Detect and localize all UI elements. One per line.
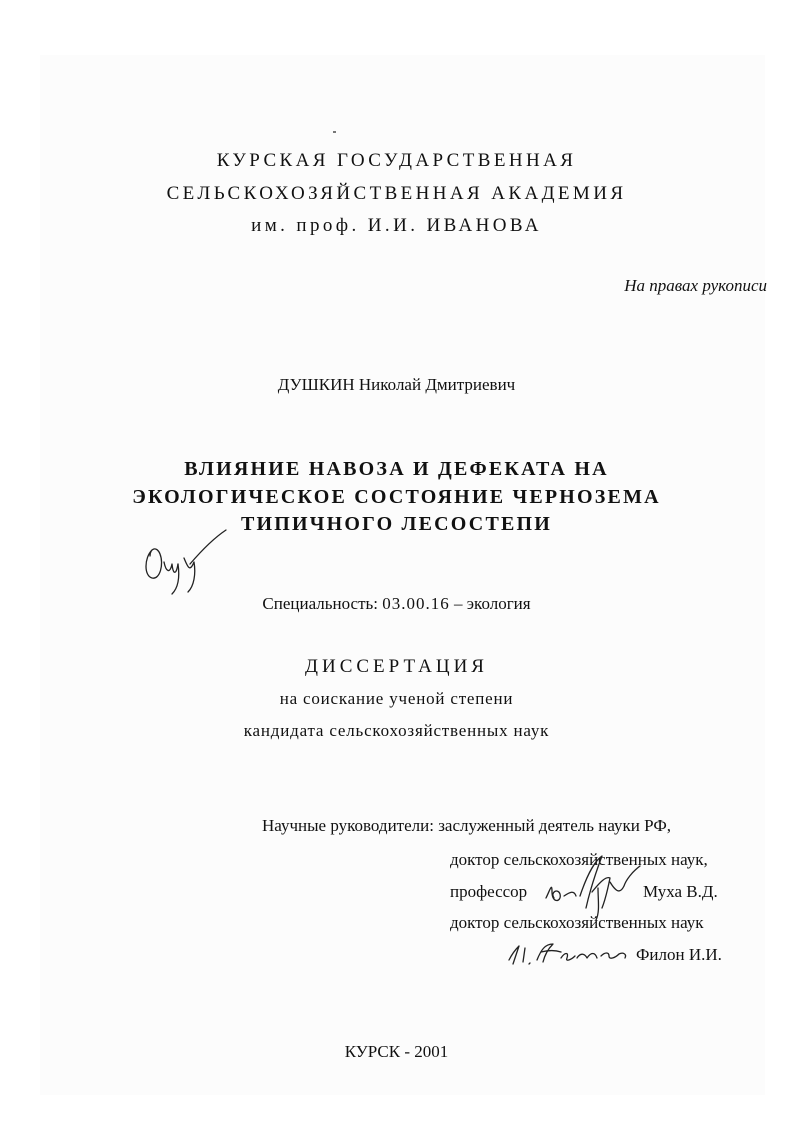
specialty-code: 03.00.16 bbox=[382, 594, 450, 613]
supervisors-line-3-prefix: профессор bbox=[450, 882, 528, 901]
degree-line-1: на соискание ученой степени bbox=[279, 689, 514, 708]
institution-line-2: СЕЛЬСКОХОЗЯЙСТВЕННАЯ АКАДЕМИЯ bbox=[166, 183, 627, 204]
margin-signature bbox=[140, 528, 230, 600]
supervisors-line-4: доктор сельскохозяйственных наук bbox=[450, 913, 704, 932]
signature-mukha bbox=[536, 852, 646, 922]
manuscript-rights-note: На правах рукописи bbox=[624, 276, 767, 295]
author-name: ДУШКИН Николай Дмитриевич bbox=[277, 375, 516, 394]
specialty-name: – экология bbox=[454, 594, 531, 613]
scan-speck bbox=[333, 131, 336, 133]
degree-line-2: кандидата сельскохозяйственных наук bbox=[243, 721, 550, 740]
title-line-2: ЭКОЛОГИЧЕСКОЕ СОСТОЯНИЕ ЧЕРНОЗЕМА bbox=[132, 486, 661, 508]
title-line-1: ВЛИЯНИЕ НАВОЗА И ДЕФЕКАТА НА bbox=[184, 458, 609, 480]
institution-line-3: им. проф. И.И. ИВАНОВА bbox=[251, 215, 542, 236]
supervisor-filon-name: Филон И.И. bbox=[636, 945, 722, 964]
title-line-3: ТИПИЧНОГО ЛЕСОСТЕПИ bbox=[240, 513, 553, 535]
supervisors-line-2: доктор сельскохозяйственных наук, bbox=[450, 850, 708, 869]
signature-filon bbox=[505, 938, 635, 968]
institution-line-1: КУРСКАЯ ГОСУДАРСТВЕННАЯ bbox=[216, 150, 577, 171]
city-year: КУРСК - 2001 bbox=[344, 1042, 449, 1061]
supervisor-mukha-name: Муха В.Д. bbox=[643, 882, 718, 901]
dissertation-heading: ДИССЕРТАЦИЯ bbox=[305, 656, 488, 677]
supervisors-line-1: Научные руководители: заслуженный деятель науки РФ, bbox=[262, 816, 671, 835]
specialty-label: Специальность: bbox=[262, 594, 378, 613]
specialty bbox=[0, 594, 793, 614]
